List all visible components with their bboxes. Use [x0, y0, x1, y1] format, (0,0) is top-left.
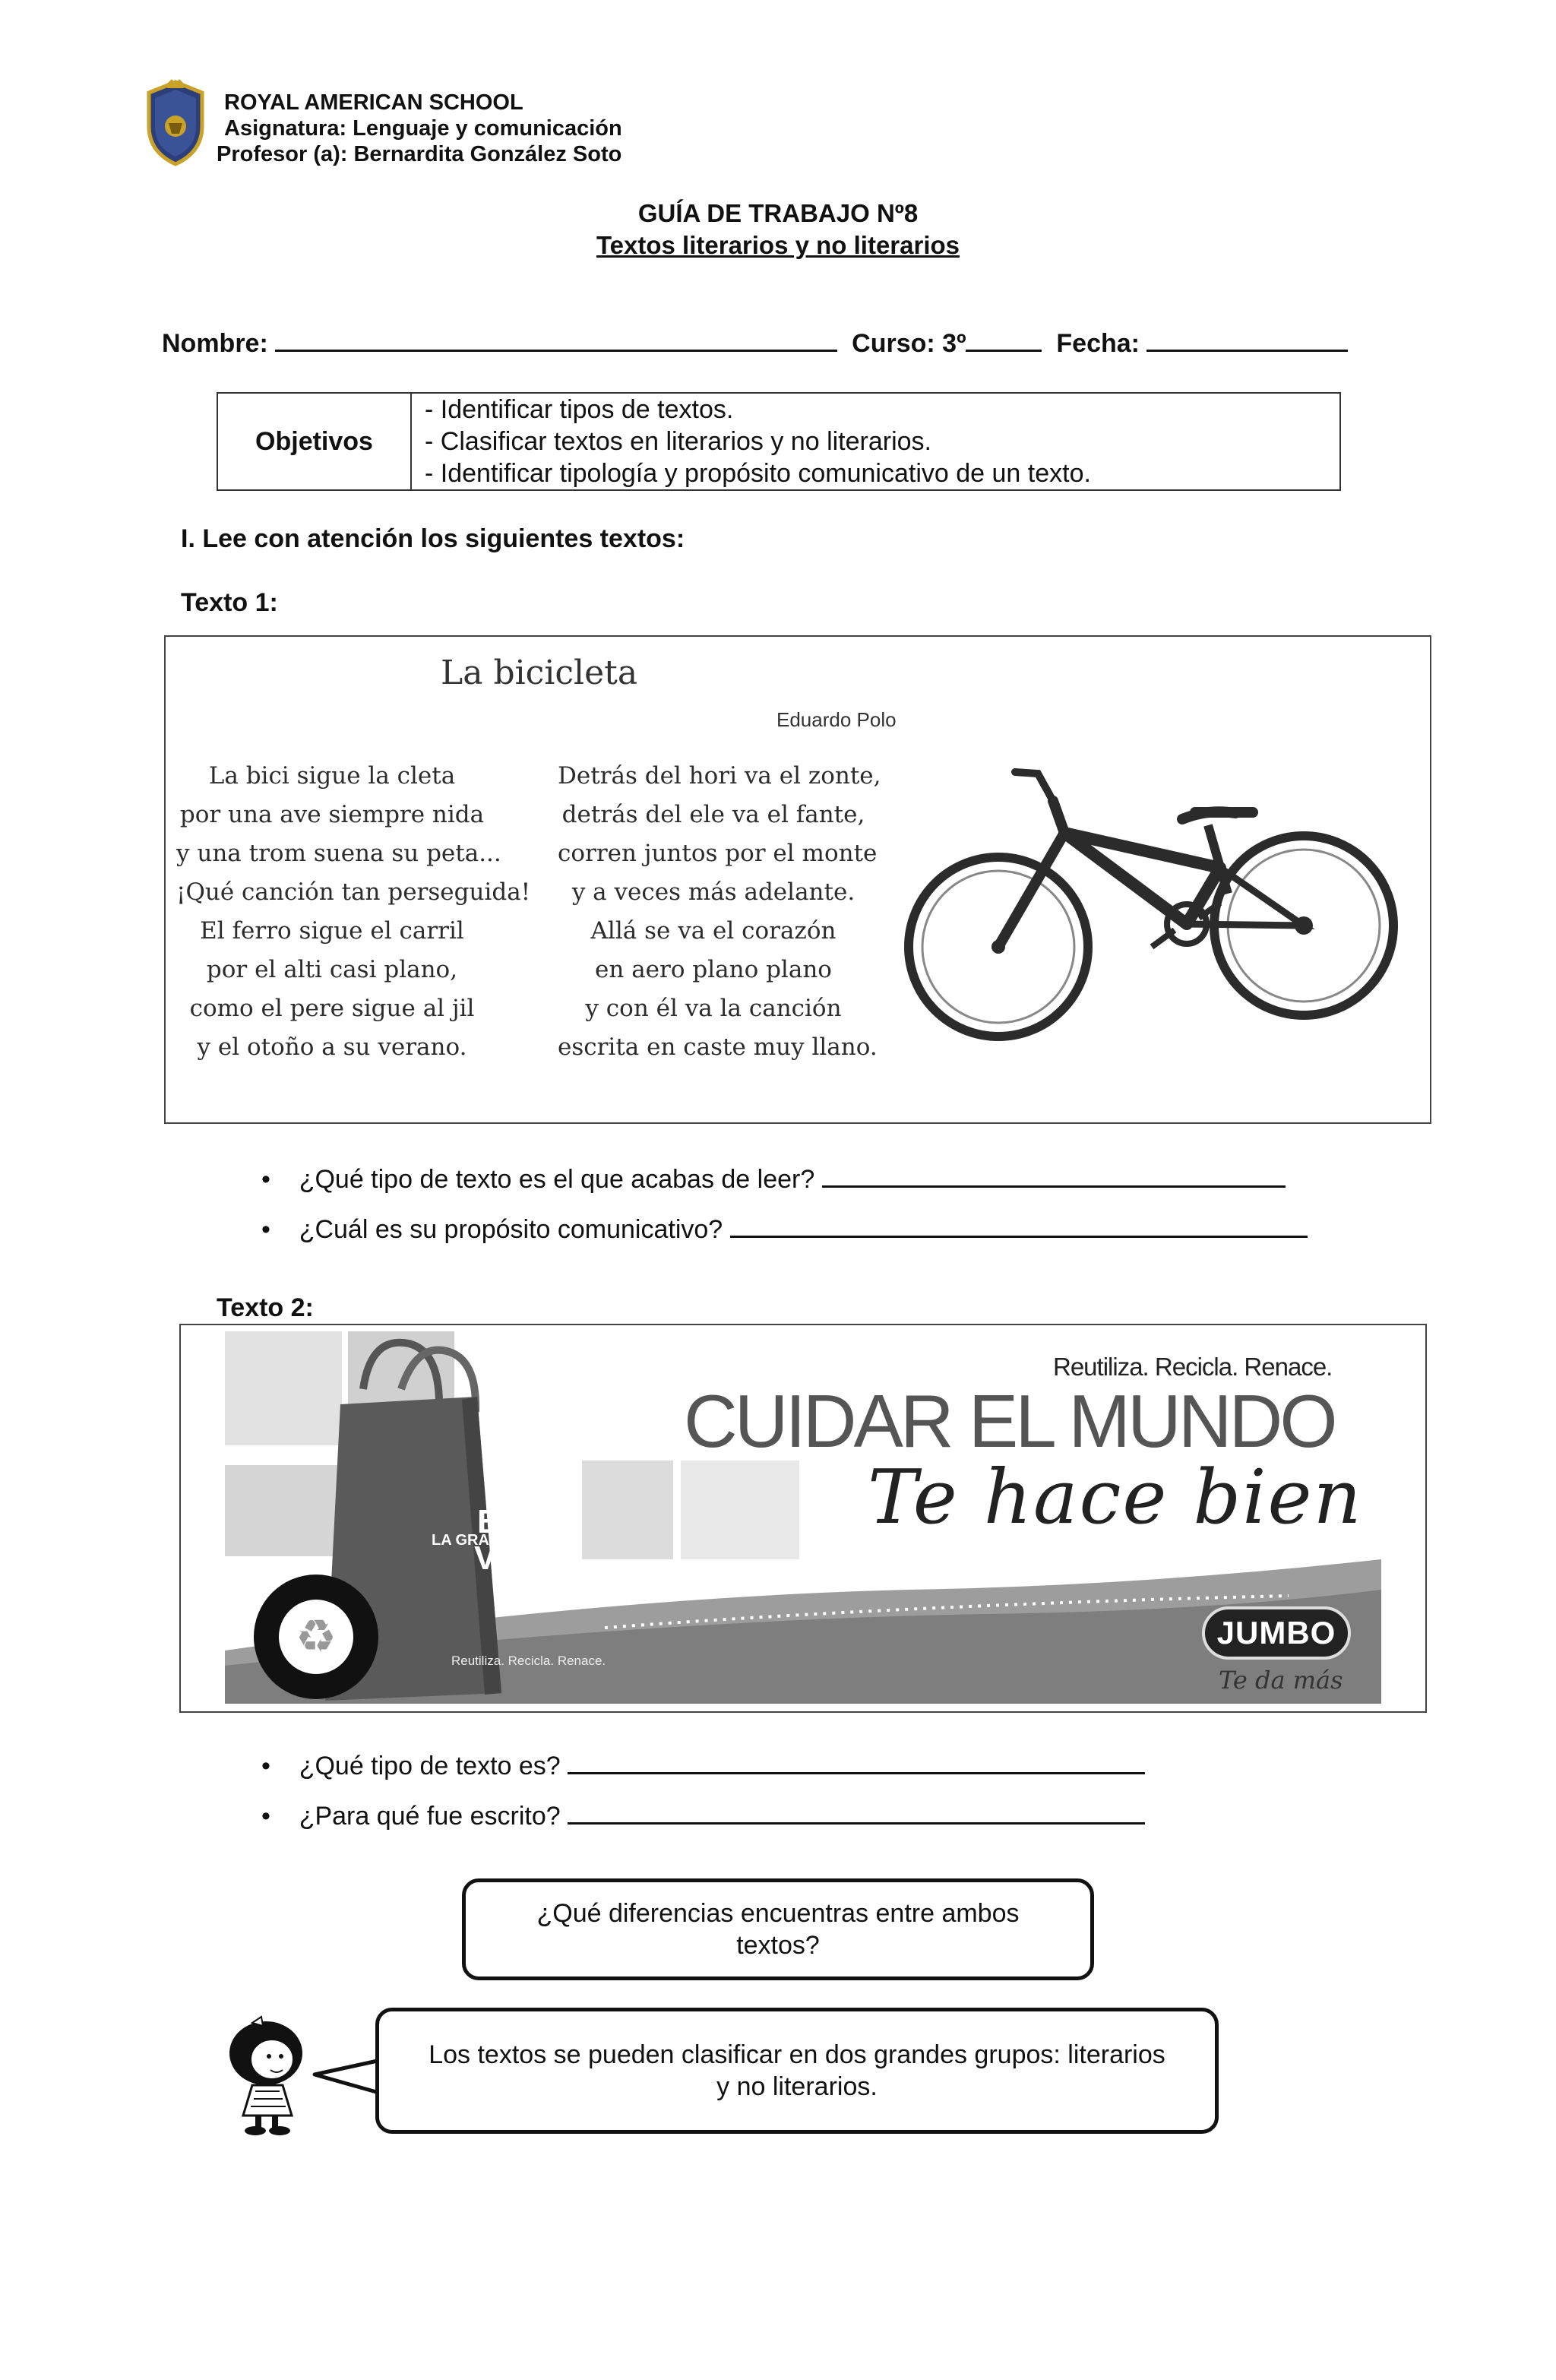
answer-line[interactable]: [730, 1213, 1308, 1238]
poem-verse: ¡Qué canción tan perseguida!: [176, 878, 531, 906]
student-fields: [162, 327, 1348, 359]
date-label: Fecha:: [1056, 329, 1140, 358]
ad-slogan: Reutiliza. Recicla. Renace.: [1053, 1353, 1333, 1381]
bag-small-text: LA GRAN: [432, 1532, 501, 1549]
poem-verse: y a veces más adelante.: [571, 878, 855, 906]
question-bubble: ¿Qué diferencias encuentras entre ambos textos?: [462, 1878, 1094, 1980]
texto1-label: Texto 1:: [181, 588, 278, 617]
poem-column-1: [176, 757, 531, 1067]
page-title: GUÍA DE TRABAJO Nº8: [637, 199, 919, 227]
texto2-label: Texto 2:: [217, 1293, 314, 1322]
poem-verse: como el pere sigue al jil: [189, 995, 475, 1022]
jumbo-logo: [1202, 1606, 1351, 1660]
course-field[interactable]: [966, 327, 1042, 352]
poem-verse: corren juntos por el monte: [558, 840, 878, 867]
school-crest-logo: [144, 79, 207, 167]
bag-brand: JUMBO: [518, 1578, 562, 1590]
school-name: ROYAL AMERICAN SCHOOL: [224, 90, 523, 115]
objectives-list: [425, 394, 1091, 489]
texto1-box: [164, 635, 1431, 1124]
poem-verse: Allá se va el corazón: [590, 917, 837, 945]
ad-headline: CUIDAR EL MUNDO: [684, 1379, 1335, 1463]
poem-verse: La bici sigue la cleta: [208, 762, 456, 790]
objectives-table: [217, 392, 1341, 491]
jumbo-tagline: Te da más: [1219, 1666, 1343, 1695]
cartoon-girl-illustration: [222, 2015, 313, 2137]
poem-verse: El ferro sigue el carril: [200, 917, 464, 945]
poem-verse: y con él va la canción: [585, 995, 842, 1022]
course-label: Curso: 3º: [852, 329, 966, 358]
teacher-line: Profesor (a): Bernardita González Soto: [217, 142, 622, 166]
texto2-box: [179, 1324, 1427, 1713]
name-label: Nombre:: [162, 329, 268, 358]
answer-line[interactable]: [822, 1163, 1286, 1188]
ad-script-line: Te hace bien: [868, 1454, 1363, 1541]
answer-line[interactable]: [568, 1749, 1145, 1774]
answer-line[interactable]: [568, 1799, 1145, 1825]
poem-verse: detrás del ele va el fante,: [561, 801, 865, 828]
info-bubble: Los textos se pueden clasificar en dos grandes grupos: literarios y no literarios.: [375, 2008, 1219, 2134]
poem-verse: y el otoño a su verano.: [197, 1033, 467, 1061]
objectives-label: Objetivos: [218, 394, 412, 489]
poem-title: La bicicleta: [441, 654, 638, 692]
subject-line: Asignatura: Lenguaje y comunicación: [224, 116, 622, 141]
bag-title-1: Bolsa: [477, 1503, 568, 1540]
recycle-badge: [254, 1575, 378, 1699]
section1-instruction: I. Lee con atención los siguientes textos:: [181, 524, 685, 553]
objective-item: - Identificar tipología y propósito comunicativo de un texto.: [425, 459, 1091, 488]
poem-verse: escrita en caste muy llano.: [558, 1033, 878, 1061]
poem-verse: en aero plano plano: [595, 956, 832, 983]
jumbo-logo-text: JUMBO: [1216, 1615, 1336, 1650]
bag-title-2: Verde: [474, 1540, 565, 1577]
texto2-question-2: • ¿Para qué fue escrito?: [261, 1799, 1145, 1831]
name-field[interactable]: [275, 327, 837, 352]
texto2-question-1: • ¿Qué tipo de texto es?: [261, 1749, 1145, 1781]
objective-item: - Clasificar textos en literarios y no literarios.: [425, 427, 932, 456]
date-field[interactable]: [1146, 327, 1348, 352]
poem-column-2: [558, 757, 881, 1067]
recycle-icon: ♻: [279, 1600, 353, 1674]
poem-author: Eduardo Polo: [776, 708, 897, 731]
badge-text: UN CAMINO MAS PURO · UN MUNDO MEJOR ·: [242, 1705, 410, 1713]
poem-verse: por una ave siempre nida: [179, 801, 485, 828]
poem-verse: por el alti casi plano,: [206, 956, 458, 983]
bag-footer-text: Reutiliza. Recicla. Renace.: [451, 1654, 606, 1668]
objective-item: - Identificar tipos de textos.: [425, 395, 734, 424]
bicycle-illustration: [901, 726, 1418, 1061]
page-subtitle: Textos literarios y no literarios: [596, 231, 960, 259]
texto1-question-2: • ¿Cuál es su propósito comunicativo?: [261, 1213, 1308, 1245]
poem-verse: Detrás del hori va el zonte,: [558, 762, 881, 790]
poem-verse: y una trom suena su peta...: [176, 840, 501, 867]
texto1-question-1: • ¿Qué tipo de texto es el que acabas de leer?: [261, 1163, 1286, 1195]
